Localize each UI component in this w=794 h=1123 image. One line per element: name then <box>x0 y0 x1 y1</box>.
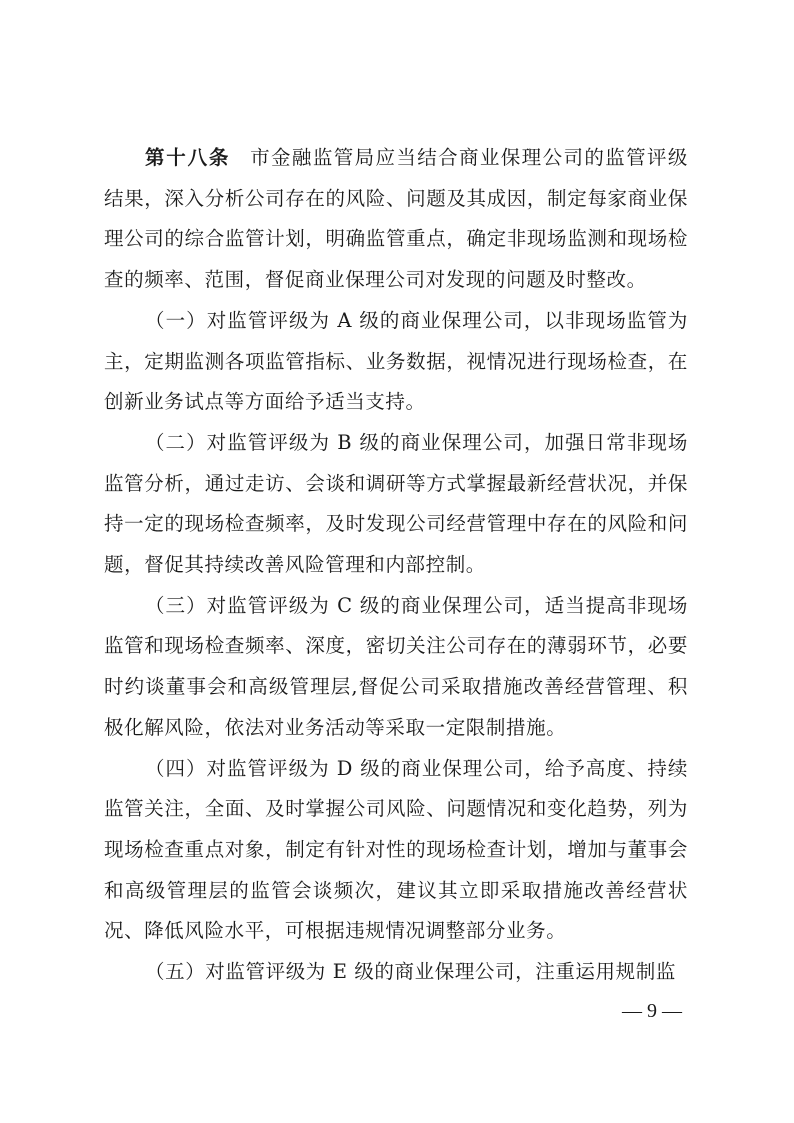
article-text: 市金融监管局应当结合商业保理公司的监管评级结果，深入分析公司存在的风险、问题及其成因，制定每家商业保理公司的综合监管计划，明确监管重点，确定非现场监测和现场检查的频率、范围，督促商业保理公司对发现的问题及时整改。 <box>104 146 688 292</box>
item-paragraph-1: （一）对监管评级为 A 级的商业保理公司，以非现场监管为主，定期监测各项监管指标、业务数据，视情况进行现场检查，在创新业务试点等方面给予适当支持。 <box>104 308 688 414</box>
item-paragraph-5: （五）对监管评级为 E 级的商业保理公司，注重运用规制监 <box>145 960 676 984</box>
article-paragraph <box>104 138 688 301</box>
document-body <box>104 138 688 993</box>
page-number: — 9 — <box>622 1000 682 1022</box>
article-heading: 第十八条 <box>145 146 231 169</box>
item-paragraph-3: （三）对监管评级为 C 级的商业保理公司，适当提高非现场监管和现场检查频率、深度，密切关注公司存在的薄弱环节，必要时约谈董事会和高级管理层,督促公司采取措施改善经营管理、积极化解风险，依法对业务活动等采取一定限制措施。 <box>104 593 688 739</box>
item-paragraph-2: （二）对监管评级为 B 级的商业保理公司，加强日常非现场监管分析，通过走访、会谈和调研等方式掌握最新经营状况，并保持一定的现场检查频率，及时发现公司经营管理中存在的风险和问题，督促其持续改善风险管理和内部控制。 <box>104 430 688 577</box>
item-paragraph-4: （四）对监管评级为 D 级的商业保理公司，给予高度、持续监管关注，全面、及时掌握公司风险、问题情况和变化趋势，列为现场检查重点对象，制定有针对性的现场检查计划，增加与董事会和高级管理层的监管会谈频次，建议其立即采取措施改善经营状况、降低风险水平，可根据违规情况调整部分业务。 <box>104 756 688 943</box>
